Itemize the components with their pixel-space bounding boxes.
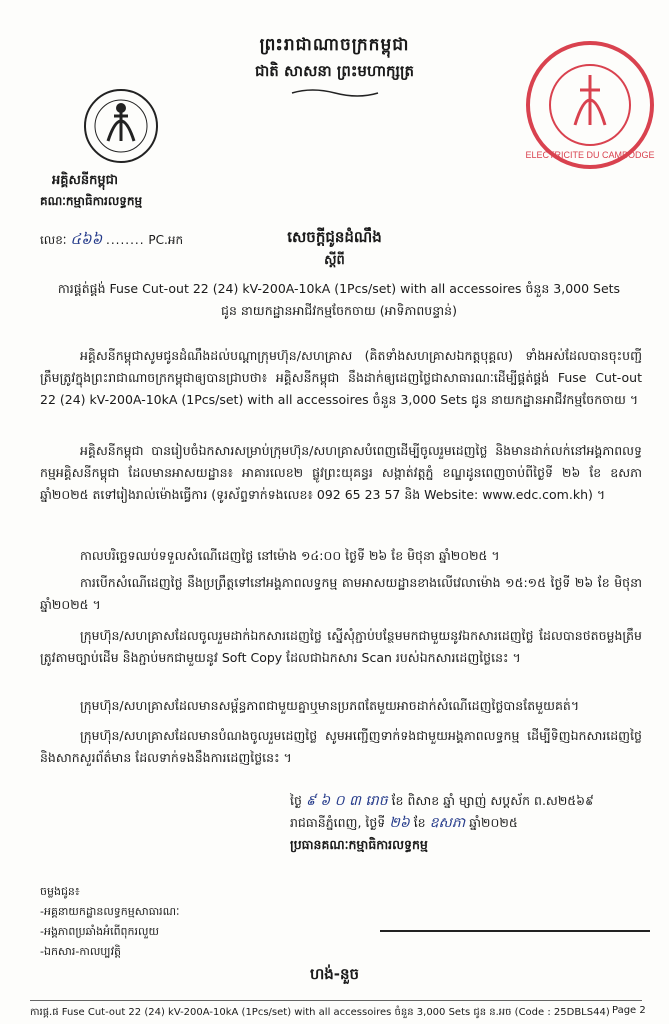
page-number: Page 2 <box>612 1005 646 1016</box>
paragraph-6: ក្រុមហ៊ុន/សហគ្រាសដែលមានសម្ព័ន្ធភាពជាមួយគ្នាឬមានប្រភពតែមួយអាចដាក់សំណើដេញថ្លៃបានតែមួយគត់។ <box>80 698 580 713</box>
solar-day-handwritten: ២៦ <box>389 815 410 831</box>
solar-month-handwritten: ឧសភា <box>429 815 466 831</box>
paragraph-5: ក្រុមហ៊ុន/សហគ្រាសដែលចូលរួមដាក់ឯកសារដេញថ្លៃ ស្នើសុំភ្ជាប់បន្ថែមមកជាមួយនូវឯកសារដេញថ្លៃ ដែលបានថតចម្លងត្រឹមត្រូវតាមច្បាប់ដើម និងភ្ជាប់មកជាមួយនូវ Soft Copy ដែលជាឯកសារ Scan របស់ឯកសារដេញថ្លៃនេះ ។ <box>40 628 642 665</box>
reference-number: លេខៈ ៤៦៦ ........ PC.អក <box>40 230 184 248</box>
official-seal-icon <box>520 30 660 180</box>
paragraph-3: កាលបរិច្ឆេទឈប់ទទួលសំណើដេញថ្លៃ នៅម៉ោង ១៤:០០ ថ្ងៃទី ២៦ ខែ មិថុនា ឆ្នាំ២០២៥ ។ <box>80 548 500 563</box>
document-title: សេចក្ដីជូនដំណឹង <box>287 228 382 246</box>
subject-line-2: ជូន នាយកដ្ឋានអាជីវកម្មចែកចាយ (អាទិភាពបន្ទាន់) <box>221 303 457 318</box>
solar-date: រាជធានីភ្នំពេញ, ថ្ងៃទី ២៦ ខែ ឧសភា ឆ្នាំ២០២៥ <box>290 815 518 831</box>
signature-line <box>380 930 650 932</box>
org-name: អគ្គិសនីកម្ពុជា <box>52 173 119 188</box>
reference-label: លេខៈ <box>40 233 67 247</box>
footer-rule <box>30 1000 642 1001</box>
edc-logo-icon <box>78 86 164 166</box>
reference-suffix: PC.អក <box>148 233 184 247</box>
cc-item: -អង្គភាពប្រឆាំងអំពើពុករលួយ <box>40 925 159 938</box>
lunar-date-handwritten: ៩ ៦ ០ ៣ រោច <box>305 793 388 809</box>
subject <box>34 278 644 322</box>
ornament-divider <box>290 88 380 98</box>
document-subtitle: ស្ដីពី <box>324 253 345 268</box>
cc-item: -អគ្គនាយកដ្ឋានលទ្ធកម្មសាធារណៈ <box>40 905 180 918</box>
svg-text:ELECTRICITE DU CAMBODGE: ELECTRICITE DU CAMBODGE <box>525 150 655 160</box>
paragraph-7: ក្រុមហ៊ុន/សហគ្រាសដែលមានបំណងចូលរួមដេញថ្លៃ សូមអញ្ជើញទាក់ទងជាមួយអង្គភាពលទ្ធកម្ម ដើម្បីទិញឯកសារដេញថ្លៃ និងសាកសួរព័ត៌មាន ដែលទាក់ទងនឹងការដេញថ្លៃនេះ ។ <box>40 728 642 765</box>
national-motto: ជាតិ សាសនា ព្រះមហាក្សត្រ <box>255 62 414 80</box>
cc-heading: ចម្លងជូន៖ <box>40 885 80 898</box>
cc-item: -ឯកសារ-កាលប្បវត្តិ <box>40 945 122 958</box>
paragraph-2: អគ្គិសនីកម្ពុជា បានរៀបចំឯកសារសម្រាប់ក្រុមហ៊ុន/សហគ្រាសបំពេញដើម្បីចូលរួមដេញថ្លៃ និងមានដាក់លក់នៅអង្គភាពលទ្ធកម្មអគ្គិសនីកម្ពុជា ដែលមានអាសយដ្ឋាន៖ អាគារលេខ២ ផ្លូវព្រះយុគន្ធរ សង្កាត់វត្តភ្នំ ខណ្ឌដូនពេញចាប់ពីថ្ងៃទី ២៦ ខែ ឧសភា ឆ្នាំ២០២៥ តទៅរៀងរាល់ម៉ោងធ្វើការ (ទូរស័ព្ទទាក់ទងលេខ៖ 092 65 23 57 និង Website: www.edc.com.kh) ។ <box>40 443 642 502</box>
signer-title: ប្រធានគណៈកម្មាធិការលទ្ធកម្ម <box>290 837 428 852</box>
date-block <box>290 790 650 855</box>
cc-list <box>40 882 179 962</box>
footer-text: ការផ្គ.ផ Fuse Cut-out 22 (24) kV-200A-10kA (1Pcs/set) with all accessoires ចំនួន 3,000 Sets ជូន ន.អច (Code : 25DBLS44) <box>30 1007 610 1018</box>
kingdom-title: ព្រះរាជាណាចក្រកម្ពុជា <box>259 35 410 55</box>
lunar-date: ថ្ងៃ ៩ ៦ ០ ៣ រោច ខែ ពិសាខ ឆ្នាំ ម្សាញ់ សប្ដស័ក ព.ស២៥៦៩ <box>290 793 594 809</box>
paragraph-1: អគ្គិសនីកម្ពុជាសូមជូនដំណឹងដល់បណ្ដាក្រុមហ៊ុន/សហគ្រាស (គិតទាំងសហគ្រាសឯកត្តបុគ្គល) ទាំងអស់ដែលបានចុះបញ្ជីត្រឹមត្រូវក្នុងព្រះរាជាណាចក្រកម្ពុជាឲ្យបានជ្រាបថា៖ អគ្គិសនីកម្ពុជា នឹងដាក់ឲ្យដេញថ្លៃជាសាធារណៈដើម្បីផ្គត់ផ្គង់ Fuse Cut-out 22 (24) kV-200A-10kA (1Pcs/set) with all accessoires ចំនួន 3,000 Sets ជូន នាយកដ្ឋានអាជីវកម្មចែកចាយ ។ <box>40 348 642 407</box>
subject-line-1: ការផ្គត់ផ្គង់ Fuse Cut-out 22 (24) kV-200A-10kA (1Pcs/set) with all accessoires ចំនួន 3,000 Sets <box>57 281 621 296</box>
reference-handwritten: ៤៦៦ <box>70 230 103 248</box>
signer-name: ហង់-នួច <box>309 965 360 983</box>
committee-name: គណៈកម្មាធិការលទ្ធកម្ម <box>40 194 143 208</box>
paragraph-4: ការបើកសំណើដេញថ្លៃ នឹងប្រព្រឹត្តទៅនៅអង្គភាពលទ្ធកម្ម តាមអាសយដ្ឋានខាងលើវេលាម៉ោង ១៥:១៥ ថ្ងៃទី ២៦ ខែ មិថុនា ឆ្នាំ២០២៥ ។ <box>40 575 642 612</box>
